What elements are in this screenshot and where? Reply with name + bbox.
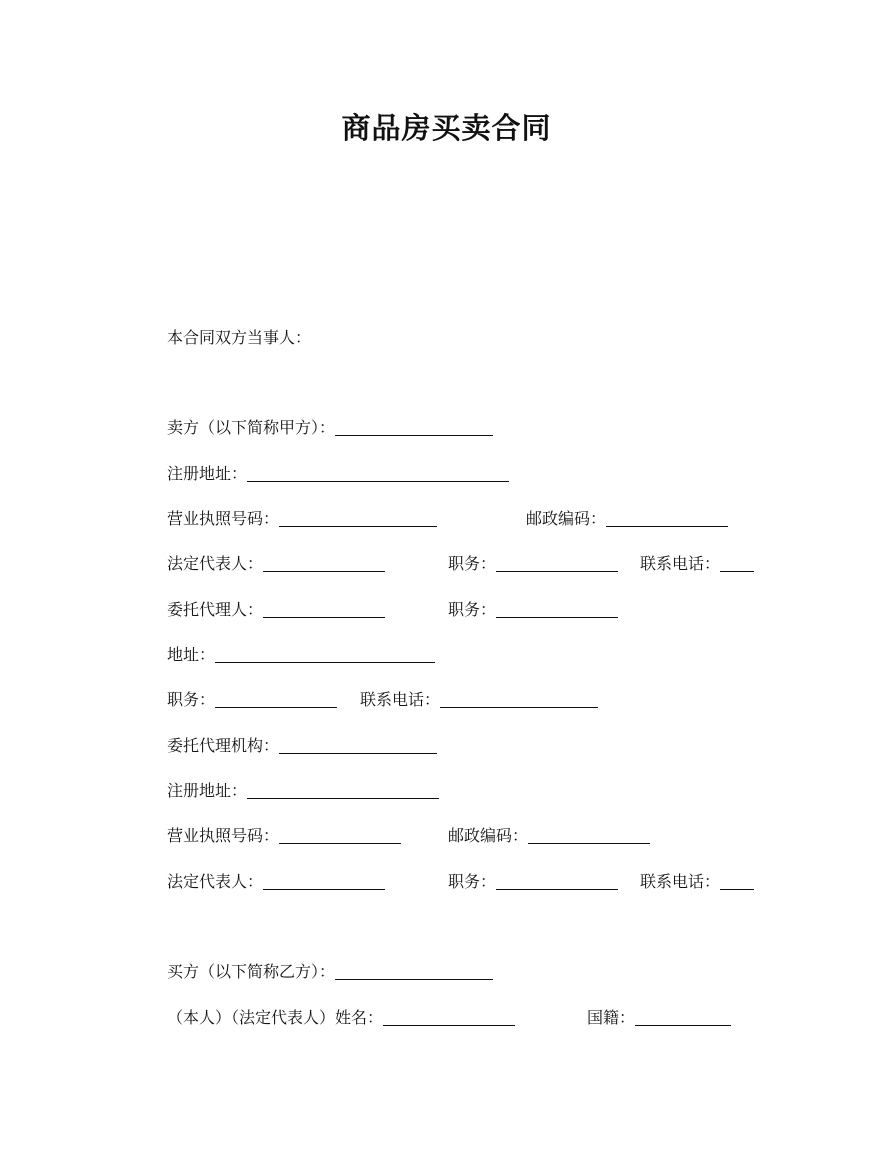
buyer-name-field[interactable] [383,1006,515,1026]
seller-position-label: 职务： [448,554,497,573]
seller-legal-rep-field[interactable] [263,552,385,572]
agency-phone-field[interactable] [720,870,754,890]
agency-legal-rep-field[interactable] [263,870,385,890]
seller-postcode-field[interactable] [606,507,728,527]
seller-reg-address-label: 注册地址： [167,464,248,483]
seller-addr-phone-label: 联系电话： [360,690,441,709]
seller-addr-phone-field[interactable] [440,688,598,708]
agency-license-field[interactable] [279,824,401,844]
seller-addr-position-label: 职务： [167,690,216,709]
seller-phone-field[interactable] [720,552,754,572]
seller-license-label: 营业执照号码： [167,509,280,528]
agency-reg-address-field[interactable] [247,779,439,799]
agency-legal-rep-label: 法定代表人： [167,872,264,891]
agency-postcode-field[interactable] [528,824,650,844]
agency-reg-address-label: 注册地址： [167,781,248,800]
agency-name-field[interactable] [279,734,437,754]
seller-party-label: 卖方（以下简称甲方）： [167,418,336,437]
seller-agent-label: 委托代理人： [167,600,264,619]
agency-name-label: 委托代理机构： [167,736,280,755]
seller-party-field[interactable] [335,416,493,436]
document-title: 商品房买卖合同 [341,111,552,145]
intro-text: 本合同双方当事人： [167,328,312,347]
seller-agent-position-label: 职务： [448,600,497,619]
agency-license-label: 营业执照号码： [167,826,280,845]
seller-reg-address-field[interactable] [247,462,509,482]
agency-position-field[interactable] [496,870,618,890]
seller-addr-position-field[interactable] [215,688,337,708]
seller-legal-rep-label: 法定代表人： [167,554,264,573]
buyer-party-field[interactable] [335,960,493,980]
seller-agent-field[interactable] [263,598,385,618]
buyer-nationality-label: 国籍： [587,1008,636,1027]
agency-position-label: 职务： [448,872,497,891]
seller-position-field[interactable] [496,552,618,572]
buyer-nationality-field[interactable] [635,1006,731,1026]
seller-address-field[interactable] [215,643,435,663]
seller-phone-label: 联系电话： [640,554,721,573]
seller-postcode-label: 邮政编码： [526,509,607,528]
buyer-name-label: （本人）（法定代表人）姓名： [167,1008,384,1027]
seller-license-field[interactable] [279,507,437,527]
seller-address-label: 地址： [167,645,216,664]
agency-phone-label: 联系电话： [640,872,721,891]
seller-agent-position-field[interactable] [496,598,618,618]
buyer-party-label: 买方（以下简称乙方）： [167,962,336,981]
agency-postcode-label: 邮政编码： [448,826,529,845]
